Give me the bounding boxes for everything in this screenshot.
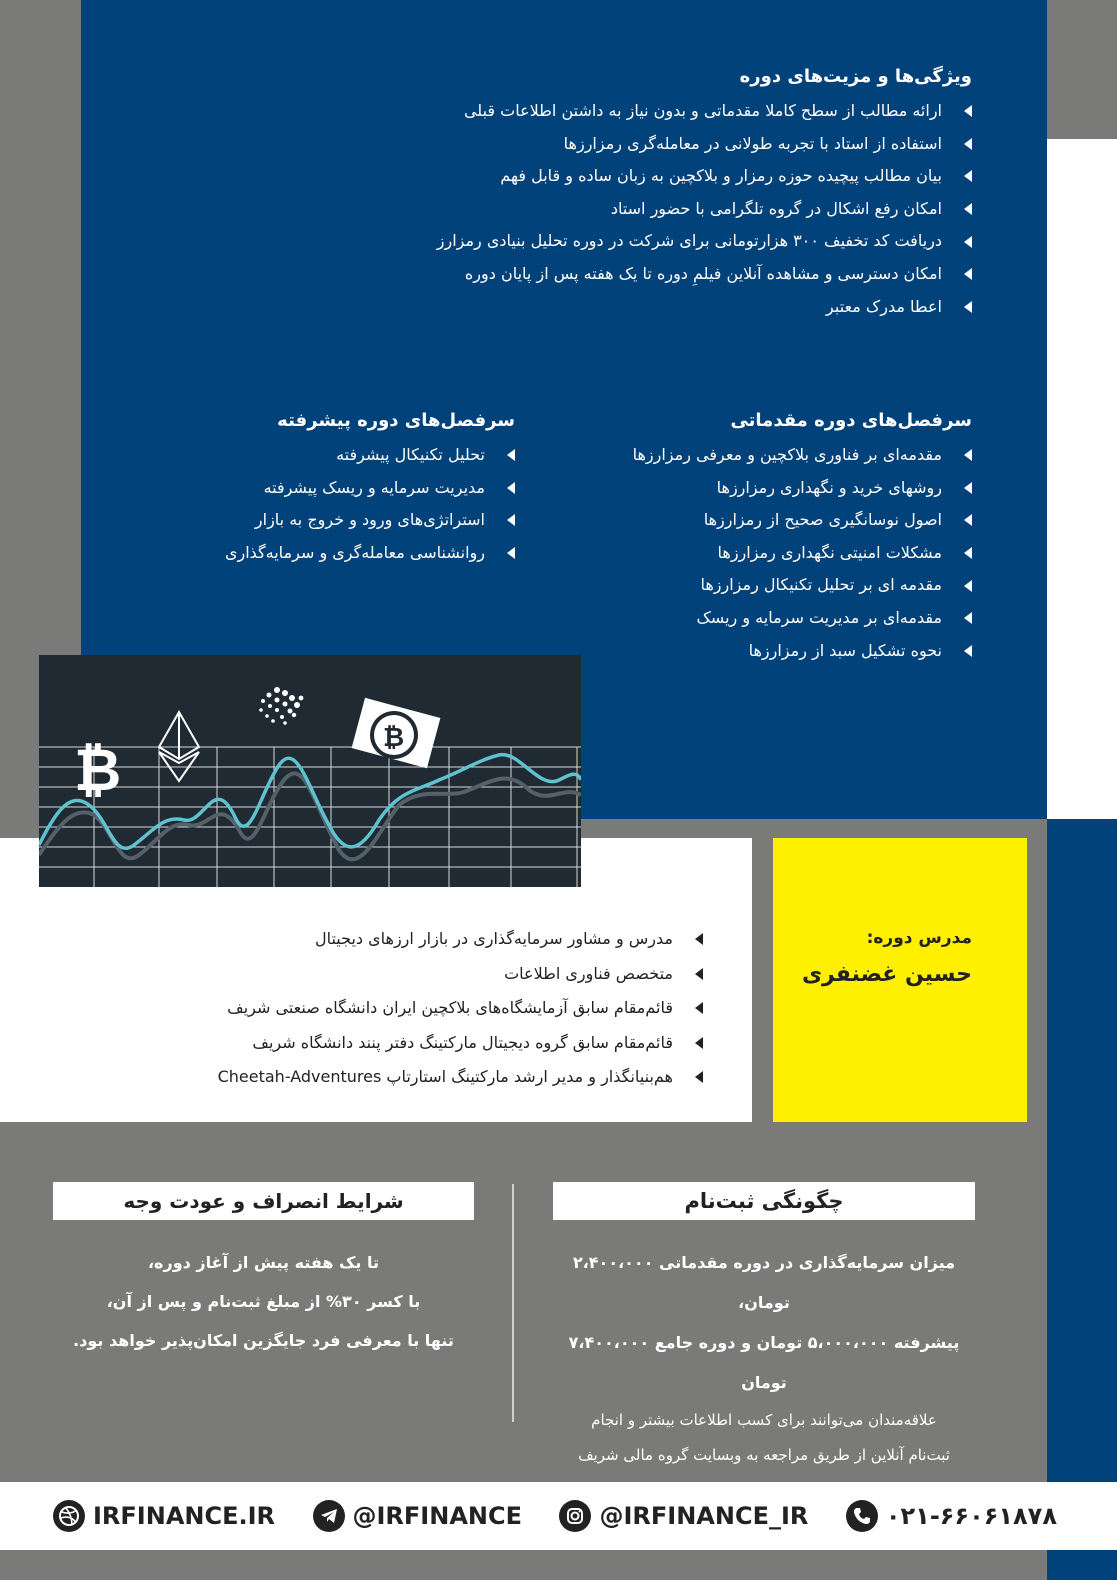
dribbble-icon <box>53 1500 85 1532</box>
svg-text:₿: ₿ <box>383 723 405 753</box>
footer-instagram[interactable] <box>559 1500 808 1532</box>
features-list <box>272 95 972 323</box>
footer-website[interactable] <box>53 1500 275 1532</box>
registration-line-4: ثبت‌نام آنلاین از طریق مراجعه به وبسایت گروه مالی شریف <box>578 1446 950 1464</box>
iota-icon <box>259 687 303 725</box>
list-item: نحوه تشکیل سبد از رمزارزها <box>572 635 972 668</box>
footer-telegram[interactable] <box>313 1500 523 1532</box>
list-item: امکان رفع اشکال در گروه تلگرامی با حضور استاد <box>272 193 972 226</box>
bullet-icon <box>964 301 972 313</box>
right-strip-blue <box>1047 819 1117 1580</box>
list-item: تحلیل تکنیکال پیشرفته <box>155 439 515 472</box>
bullet-icon <box>695 1071 703 1083</box>
registration-header-box <box>553 1182 975 1220</box>
bullet-icon <box>964 547 972 559</box>
list-item: روانشناسی معامله‌گری و سرمایه‌گذاری <box>155 537 515 570</box>
list-item: مقدمه‌ای بر فناوری بلاکچین و معرفی رمزارزها <box>572 439 972 472</box>
bullet-icon <box>964 612 972 624</box>
bullet-icon <box>964 268 972 280</box>
footer-bar <box>0 1482 1117 1550</box>
bullet-icon <box>964 170 972 182</box>
bullet-icon <box>964 105 972 117</box>
advanced-list <box>155 439 515 569</box>
instructor-label: مدرس دوره: <box>866 928 972 948</box>
footer-telegram-text: @IRFINANCE <box>352 1502 522 1530</box>
bullet-icon <box>507 514 515 526</box>
refund-line-3: تنها با معرفی فرد جایگزین امکان‌پذیر خواهد بود. <box>73 1331 454 1350</box>
list-item: قائم‌مقام سابق گروه دیجیتال مارکتینگ دفتر پنند دانشگاه شریف <box>163 1026 703 1061</box>
bullet-icon <box>507 547 515 559</box>
svg-text:₿: ₿ <box>74 736 122 804</box>
basic-list <box>572 439 972 667</box>
list-item: اعطا مدرک معتبر <box>272 291 972 324</box>
refund-line-1: تا یک هفته پیش از آغاز دوره، <box>147 1253 380 1272</box>
bullet-icon <box>964 482 972 494</box>
features-section <box>272 66 972 323</box>
list-item: متخصص فناوری اطلاعات <box>163 957 703 992</box>
refund-header-box <box>53 1182 474 1220</box>
advanced-syllabus <box>155 410 515 569</box>
refund-text <box>53 1243 474 1360</box>
list-item: قائم‌مقام سابق آزمایشگاه‌های بلاکچین ایران دانشگاه صنعتی شریف <box>163 991 703 1026</box>
list-item: مدیریت سرمایه و ریسک پیشرفته <box>155 472 515 505</box>
list-item: استراتژی‌های ورود و خروج به بازار <box>155 504 515 537</box>
basic-syllabus <box>572 410 972 667</box>
features-title: ویژگی‌ها و مزیت‌های دوره <box>739 66 972 87</box>
footer-phone[interactable] <box>846 1500 1057 1532</box>
column-divider <box>512 1184 514 1422</box>
instructor-list <box>163 922 703 1095</box>
bullet-icon <box>964 645 972 657</box>
instagram-icon <box>559 1500 591 1532</box>
registration-text <box>553 1243 975 1508</box>
instructor-name: حسین غضنفری <box>801 962 972 987</box>
bitcoin-cash-icon <box>352 698 441 768</box>
list-item: دریافت کد تخفیف ۳۰۰ هزارتومانی برای شرکت در دوره تحلیل بنیادی رمزارز <box>272 225 972 258</box>
advanced-title: سرفصل‌های دوره پیشرفته <box>277 410 515 431</box>
list-item: اصول نوسانگیری صحیح از رمزارزها <box>572 504 972 537</box>
list-item: مدرس و مشاور سرمایه‌گذاری در بازار ارزهای دیجیتال <box>163 922 703 957</box>
right-strip-white <box>1047 139 1117 819</box>
footer-phone-text: ۰۲۱-۶۶۰۶۱۸۷۸ <box>885 1502 1057 1530</box>
list-item: روشهای خرید و نگهداری رمزارزها <box>572 472 972 505</box>
phone-icon <box>846 1500 878 1532</box>
bullet-icon <box>507 449 515 461</box>
list-item: هم‌بنیانگذار و مدیر ارشد مارکتینگ استارتاپ Cheetah-Adventures <box>163 1060 703 1095</box>
telegram-icon <box>313 1500 345 1532</box>
registration-bold-line-2: پیشرفته ۵،۰۰۰،۰۰۰ تومان و دوره جامع ۷،۴۰۰،۰۰۰ تومان <box>568 1333 960 1392</box>
instructor-info <box>742 928 972 987</box>
registration-line-3: علاقه‌مندان می‌توانند برای کسب اطلاعات بیشتر و انجام <box>591 1411 937 1429</box>
chart-graphic <box>39 655 581 887</box>
list-item: بیان مطالب پیچیده حوزه رمزار و بلاکچین به زبان ساده و قابل فهم <box>272 160 972 193</box>
list-item: استفاده از استاد با تجربه طولانی در معامله‌گری رمزارزها <box>272 128 972 161</box>
refund-title: شرایط انصراف و عودت وجه <box>123 1189 404 1213</box>
registration-title: چگونگی ثبت‌نام <box>684 1189 844 1213</box>
basic-title: سرفصل‌های دوره مقدماتی <box>730 410 972 431</box>
list-item: ارائه مطالب از سطح کاملا مقدماتی و بدون نیاز به داشتن اطلاعات قبلی <box>272 95 972 128</box>
instructor-bio <box>163 922 703 1095</box>
footer-website-text: IRFINANCE.IR <box>93 1502 276 1530</box>
bullet-icon <box>695 968 703 980</box>
bullet-icon <box>964 514 972 526</box>
crypto-chart-illustration <box>39 655 581 887</box>
bullet-icon <box>695 933 703 945</box>
bullet-icon <box>695 1037 703 1049</box>
list-item: مقدمه‌ای بر مدیریت سرمایه و ریسک <box>572 602 972 635</box>
list-item: مقدمه ای بر تحلیل تکنیکال رمزارزها <box>572 569 972 602</box>
bullet-icon <box>964 236 972 248</box>
bullet-icon <box>507 482 515 494</box>
list-item: امکان دسترسی و مشاهده آنلاین فیلمِ دوره تا یک هفته پس از پایان دوره <box>272 258 972 291</box>
registration-bold-line-1: میزان سرمایه‌گذاری در دوره مقدماتی ۲،۴۰۰،۰۰۰ تومان، <box>572 1253 956 1312</box>
bullet-icon <box>964 580 972 592</box>
list-item: مشکلات امنیتی نگهداری رمزارزها <box>572 537 972 570</box>
bullet-icon <box>964 449 972 461</box>
bullet-icon <box>964 203 972 215</box>
bitcoin-icon <box>74 736 121 804</box>
bullet-icon <box>964 138 972 150</box>
bullet-icon <box>695 1002 703 1014</box>
footer-instagram-text: @IRFINANCE_IR <box>599 1502 809 1530</box>
refund-line-2: با کسر ۳۰% از مبلغ ثبت‌نام و پس از آن، <box>106 1292 421 1311</box>
